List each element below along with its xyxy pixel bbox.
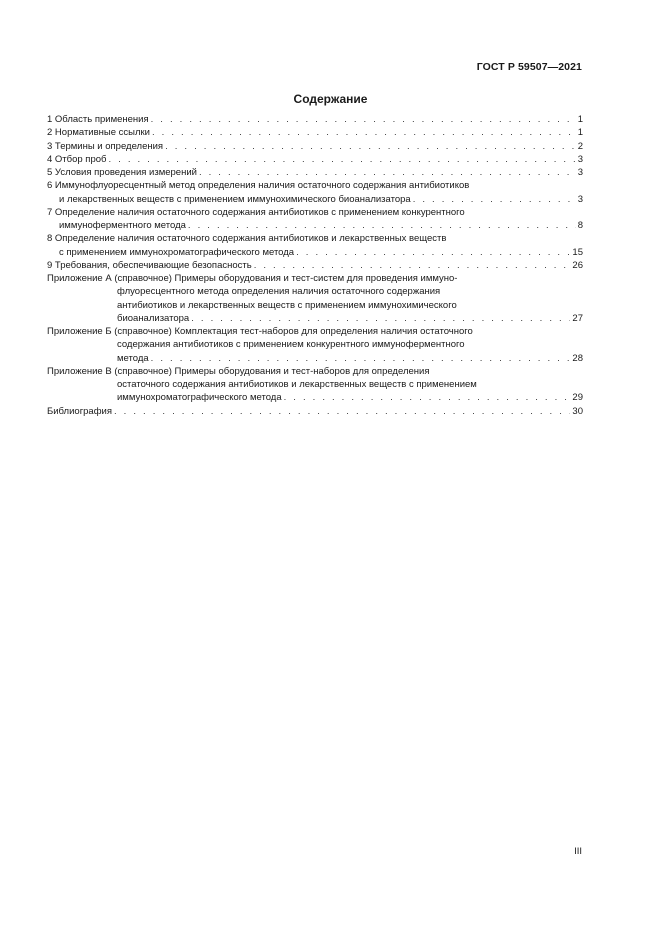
toc-entry[interactable] — [47, 325, 583, 365]
toc-entry-text: биоанализатора — [117, 312, 190, 324]
toc-entry[interactable] — [47, 232, 583, 259]
toc-page-number: 28 — [572, 352, 583, 364]
toc-entry-text: иммунохроматографического метода — [117, 392, 282, 404]
toc-page-number: 1 — [577, 114, 583, 125]
toc-entry-text: 1 Область применения — [47, 114, 149, 125]
toc-page-number: 1 — [577, 127, 583, 139]
toc-page-number: 15 — [572, 246, 583, 258]
toc-page-number: 26 — [572, 259, 583, 271]
toc-entry-text: 2 Нормативные ссылки — [47, 127, 150, 139]
dot-leader — [188, 219, 576, 232]
toc-entry-text: флуоресцентного метода определения наличия остаточного содержания — [117, 286, 441, 298]
dot-leader — [114, 405, 570, 418]
toc-entry[interactable] — [47, 166, 583, 179]
toc-entry-text: 7 Определение наличия остаточного содержания антибиотиков с применением конкурентного — [47, 206, 465, 218]
toc-entry[interactable] — [47, 259, 583, 272]
toc-page-number: 2 — [577, 140, 583, 152]
toc-entry-text: метода — [117, 352, 149, 364]
toc-entry-text: антибиотиков и лекарственных веществ с применением иммунохимического — [117, 299, 457, 311]
toc-page-number: 3 — [577, 153, 583, 165]
toc-entry-text: с применением иммунохроматографического метода — [59, 246, 295, 258]
toc-entry[interactable] — [47, 126, 583, 139]
document-code: ГОСТ Р 59507—2021 — [476, 61, 582, 73]
toc-entry[interactable] — [47, 365, 583, 405]
dot-leader — [151, 352, 571, 365]
toc-entry[interactable] — [47, 405, 583, 418]
toc-entry-text: и лекарственных веществ с применением иммунохимического биоанализатора — [59, 193, 411, 205]
toc-entry-text: содержания антибиотиков с применением конкурентного иммуноферментного — [117, 339, 465, 351]
toc-entry[interactable] — [47, 179, 583, 206]
toc-entry[interactable] — [47, 113, 583, 126]
toc-page-number: 27 — [572, 312, 583, 324]
toc-entry-text: Приложение А (справочное) Примеры оборудования и тест-систем для проведения иммуно- — [47, 273, 458, 284]
toc-page-number: 3 — [577, 193, 583, 205]
dot-leader — [284, 391, 571, 404]
toc-page-number: 3 — [577, 167, 583, 178]
toc-page-number: 8 — [577, 220, 583, 231]
dot-leader — [191, 312, 570, 325]
toc-entry-text: иммуноферментного метода — [59, 220, 186, 231]
toc-entry[interactable] — [47, 272, 583, 325]
toc-entry-text: Библиография — [47, 405, 112, 417]
dot-leader — [254, 259, 571, 272]
dot-leader — [413, 193, 576, 206]
dot-leader — [108, 153, 575, 166]
toc-entry-text: Приложение Б (справочное) Комплектация тест-наборов для определения наличия остаточного — [47, 326, 473, 337]
table-of-contents — [47, 113, 583, 418]
toc-entry-text: 6 Иммунофлуоресцентный метод определения наличия остаточного содержания антибиотиков — [47, 180, 470, 192]
toc-entry[interactable] — [47, 140, 583, 153]
toc-entry-text: 8 Определение наличия остаточного содержания антибиотиков и лекарственных веществ — [47, 233, 447, 245]
dot-leader — [165, 140, 576, 153]
toc-entry[interactable] — [47, 206, 583, 233]
dot-leader — [152, 126, 576, 139]
toc-title: Содержание — [293, 92, 368, 106]
toc-entry-text: 4 Отбор проб — [47, 153, 107, 165]
toc-page-number: 30 — [572, 405, 583, 417]
toc-entry-text: 5 Условия проведения измерений — [47, 167, 197, 178]
toc-entry-text: остаточного содержания антибиотиков и лекарственных веществ с применением — [117, 379, 477, 390]
toc-entry-text: 9 Требования, обеспечивающие безопасность — [47, 259, 252, 271]
dot-leader — [296, 246, 570, 259]
toc-entry-text: Приложение В (справочное) Примеры оборудования и тест-наборов для определения — [47, 365, 430, 377]
toc-page-number: 29 — [572, 392, 583, 404]
dot-leader — [199, 166, 576, 179]
dot-leader — [151, 113, 576, 126]
page-number: III — [574, 846, 582, 857]
toc-entry[interactable] — [47, 153, 583, 166]
toc-entry-text: 3 Термины и определения — [47, 140, 164, 152]
